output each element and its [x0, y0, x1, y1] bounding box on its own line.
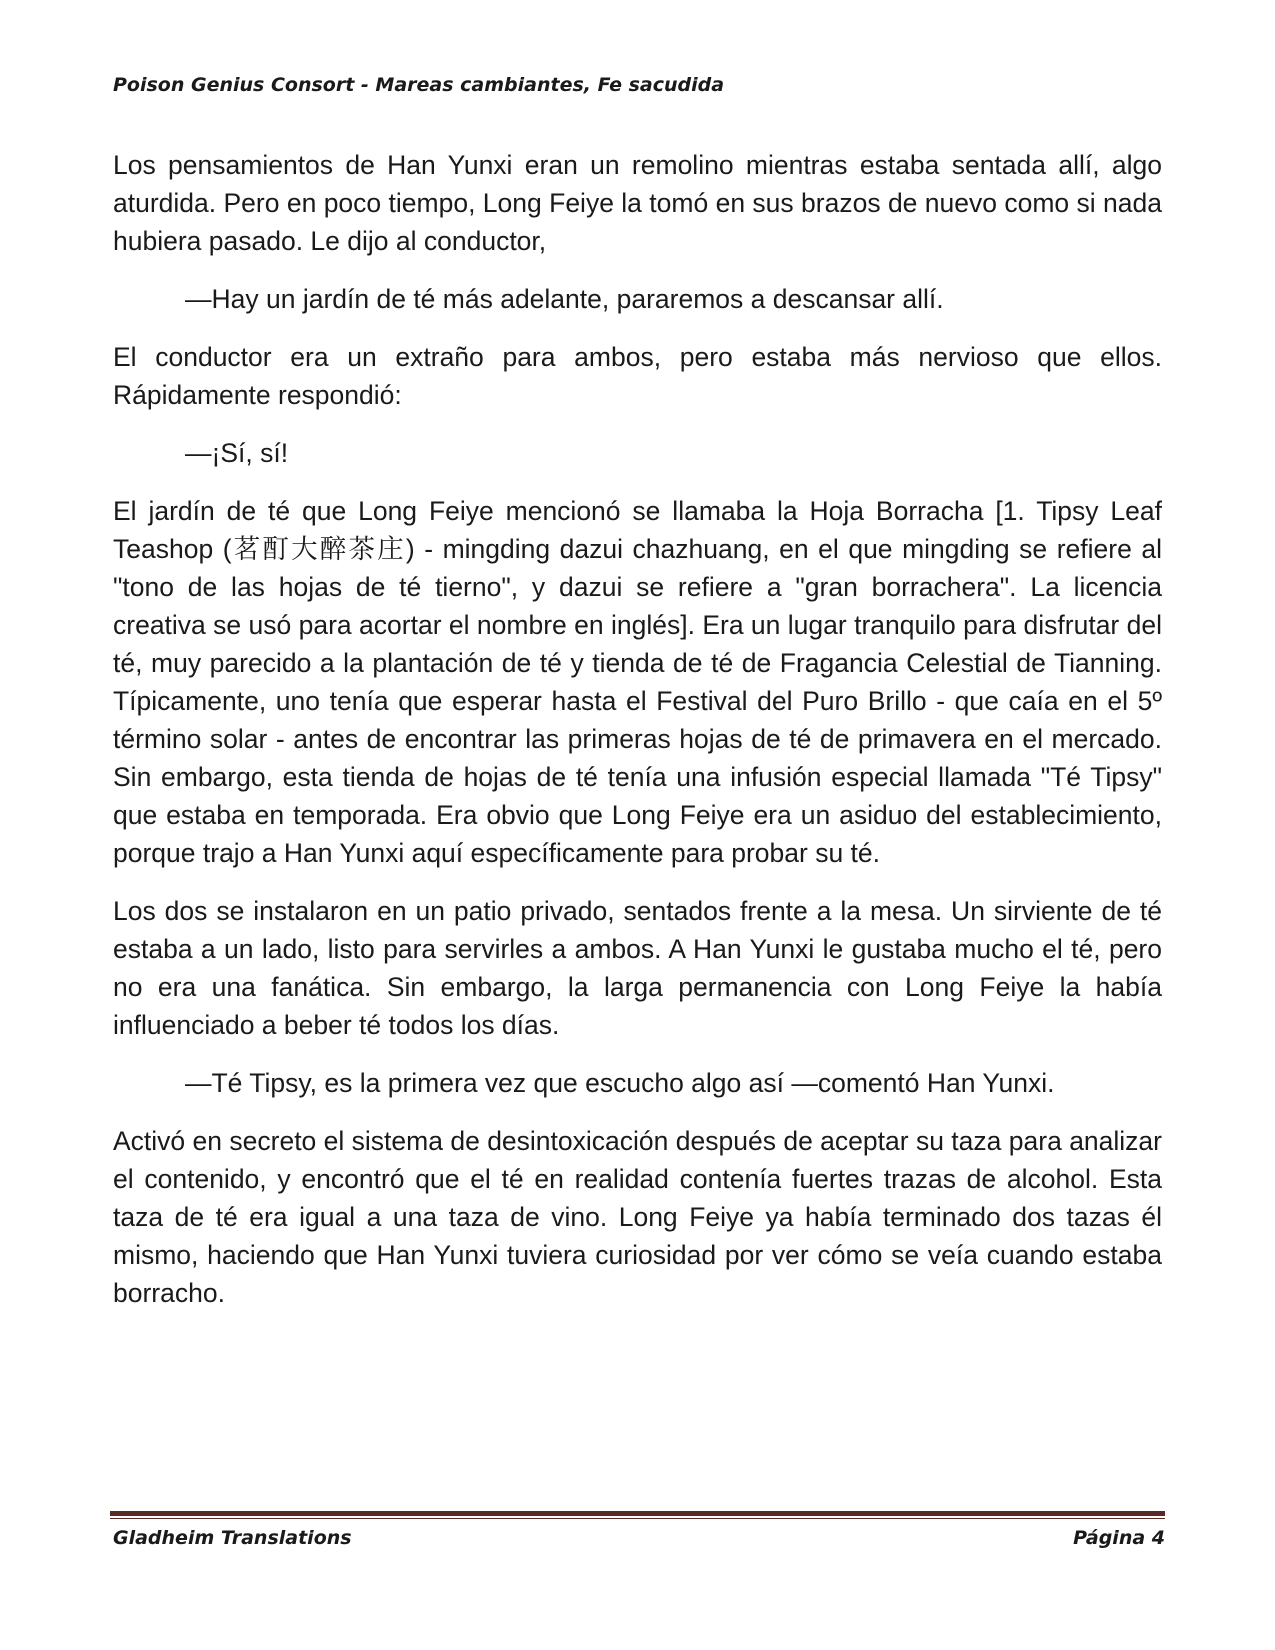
footer-divider-thick	[110, 1511, 1165, 1516]
page-header-title: Poison Genius Consort - Mareas cambiantes, Fe sacudida	[113, 74, 725, 96]
document-body	[113, 146, 1162, 1332]
paragraph: Los pensamientos de Han Yunxi eran un remolino mientras estaba sentada allí, algo aturdida. Pero en poco tiempo, Long Feiye la tomó en sus brazos de nuevo como si nada hubiera pasado. Le dijo al conductor,	[113, 150, 1162, 256]
footer-divider	[110, 1511, 1165, 1519]
dialogue-line: —Té Tipsy, es la primera vez que escucho algo así —comentó Han Yunxi.	[185, 1068, 1055, 1098]
dialogue-line: —Hay un jardín de té más adelante, pararemos a descansar allí.	[185, 284, 944, 314]
footer-divider-thin	[110, 1518, 1165, 1519]
footer-publisher: Gladheim Translations	[113, 1527, 352, 1549]
dialogue-line: —¡Sí, sí!	[185, 438, 289, 468]
paragraph: El jardín de té que Long Feiye mencionó se llamaba la Hoja Borracha [1. Tipsy Leaf Teashop (茗酊大醉茶庄) - mingding dazui chazhuang, en el que mingding se refiere al "tono de las hojas de té tierno", y dazui se refiere a "gran borrachera". La licencia creativa se usó para acortar el nombre en inglés]. Era un lugar tranquilo para disfrutar del té, muy parecido a la plantación de té y tienda de té de Fragancia Celestial de Tianning. Típicamente, uno tenía que esperar hasta el Festival del Puro Brillo - que caía en el 5º término solar - antes de encontrar las primeras hojas de té de primavera en el mercado. Sin embargo, esta tienda de hojas de té tenía una infusión especial llamada "Té Tipsy" que estaba en temporada. Era obvio que Long Feiye era un asiduo del establecimiento, porque trajo a Han Yunxi aquí específicamente para probar su té.	[113, 496, 1162, 868]
paragraph: Activó en secreto el sistema de desintoxicación después de aceptar su taza para analizar el contenido, y encontró que el té en realidad contenía fuertes trazas de alcohol. Esta taza de té era igual a una taza de vino. Long Feiye ya había terminado dos tazas él mismo, haciendo que Han Yunxi tuviera curiosidad por ver cómo se veía cuando estaba borracho.	[113, 1126, 1162, 1308]
paragraph: Los dos se instalaron en un patio privado, sentados frente a la mesa. Un sirviente de té estaba a un lado, listo para servirles a ambos. A Han Yunxi le gustaba mucho el té, pero no era una fanática. Sin embargo, la larga permanencia con Long Feiye la había influenciado a beber té todos los días.	[113, 896, 1162, 1040]
paragraph: El conductor era un extraño para ambos, pero estaba más nervioso que ellos. Rápidamente respondió:	[113, 342, 1162, 410]
footer-page-number: Página 4	[1073, 1527, 1165, 1549]
